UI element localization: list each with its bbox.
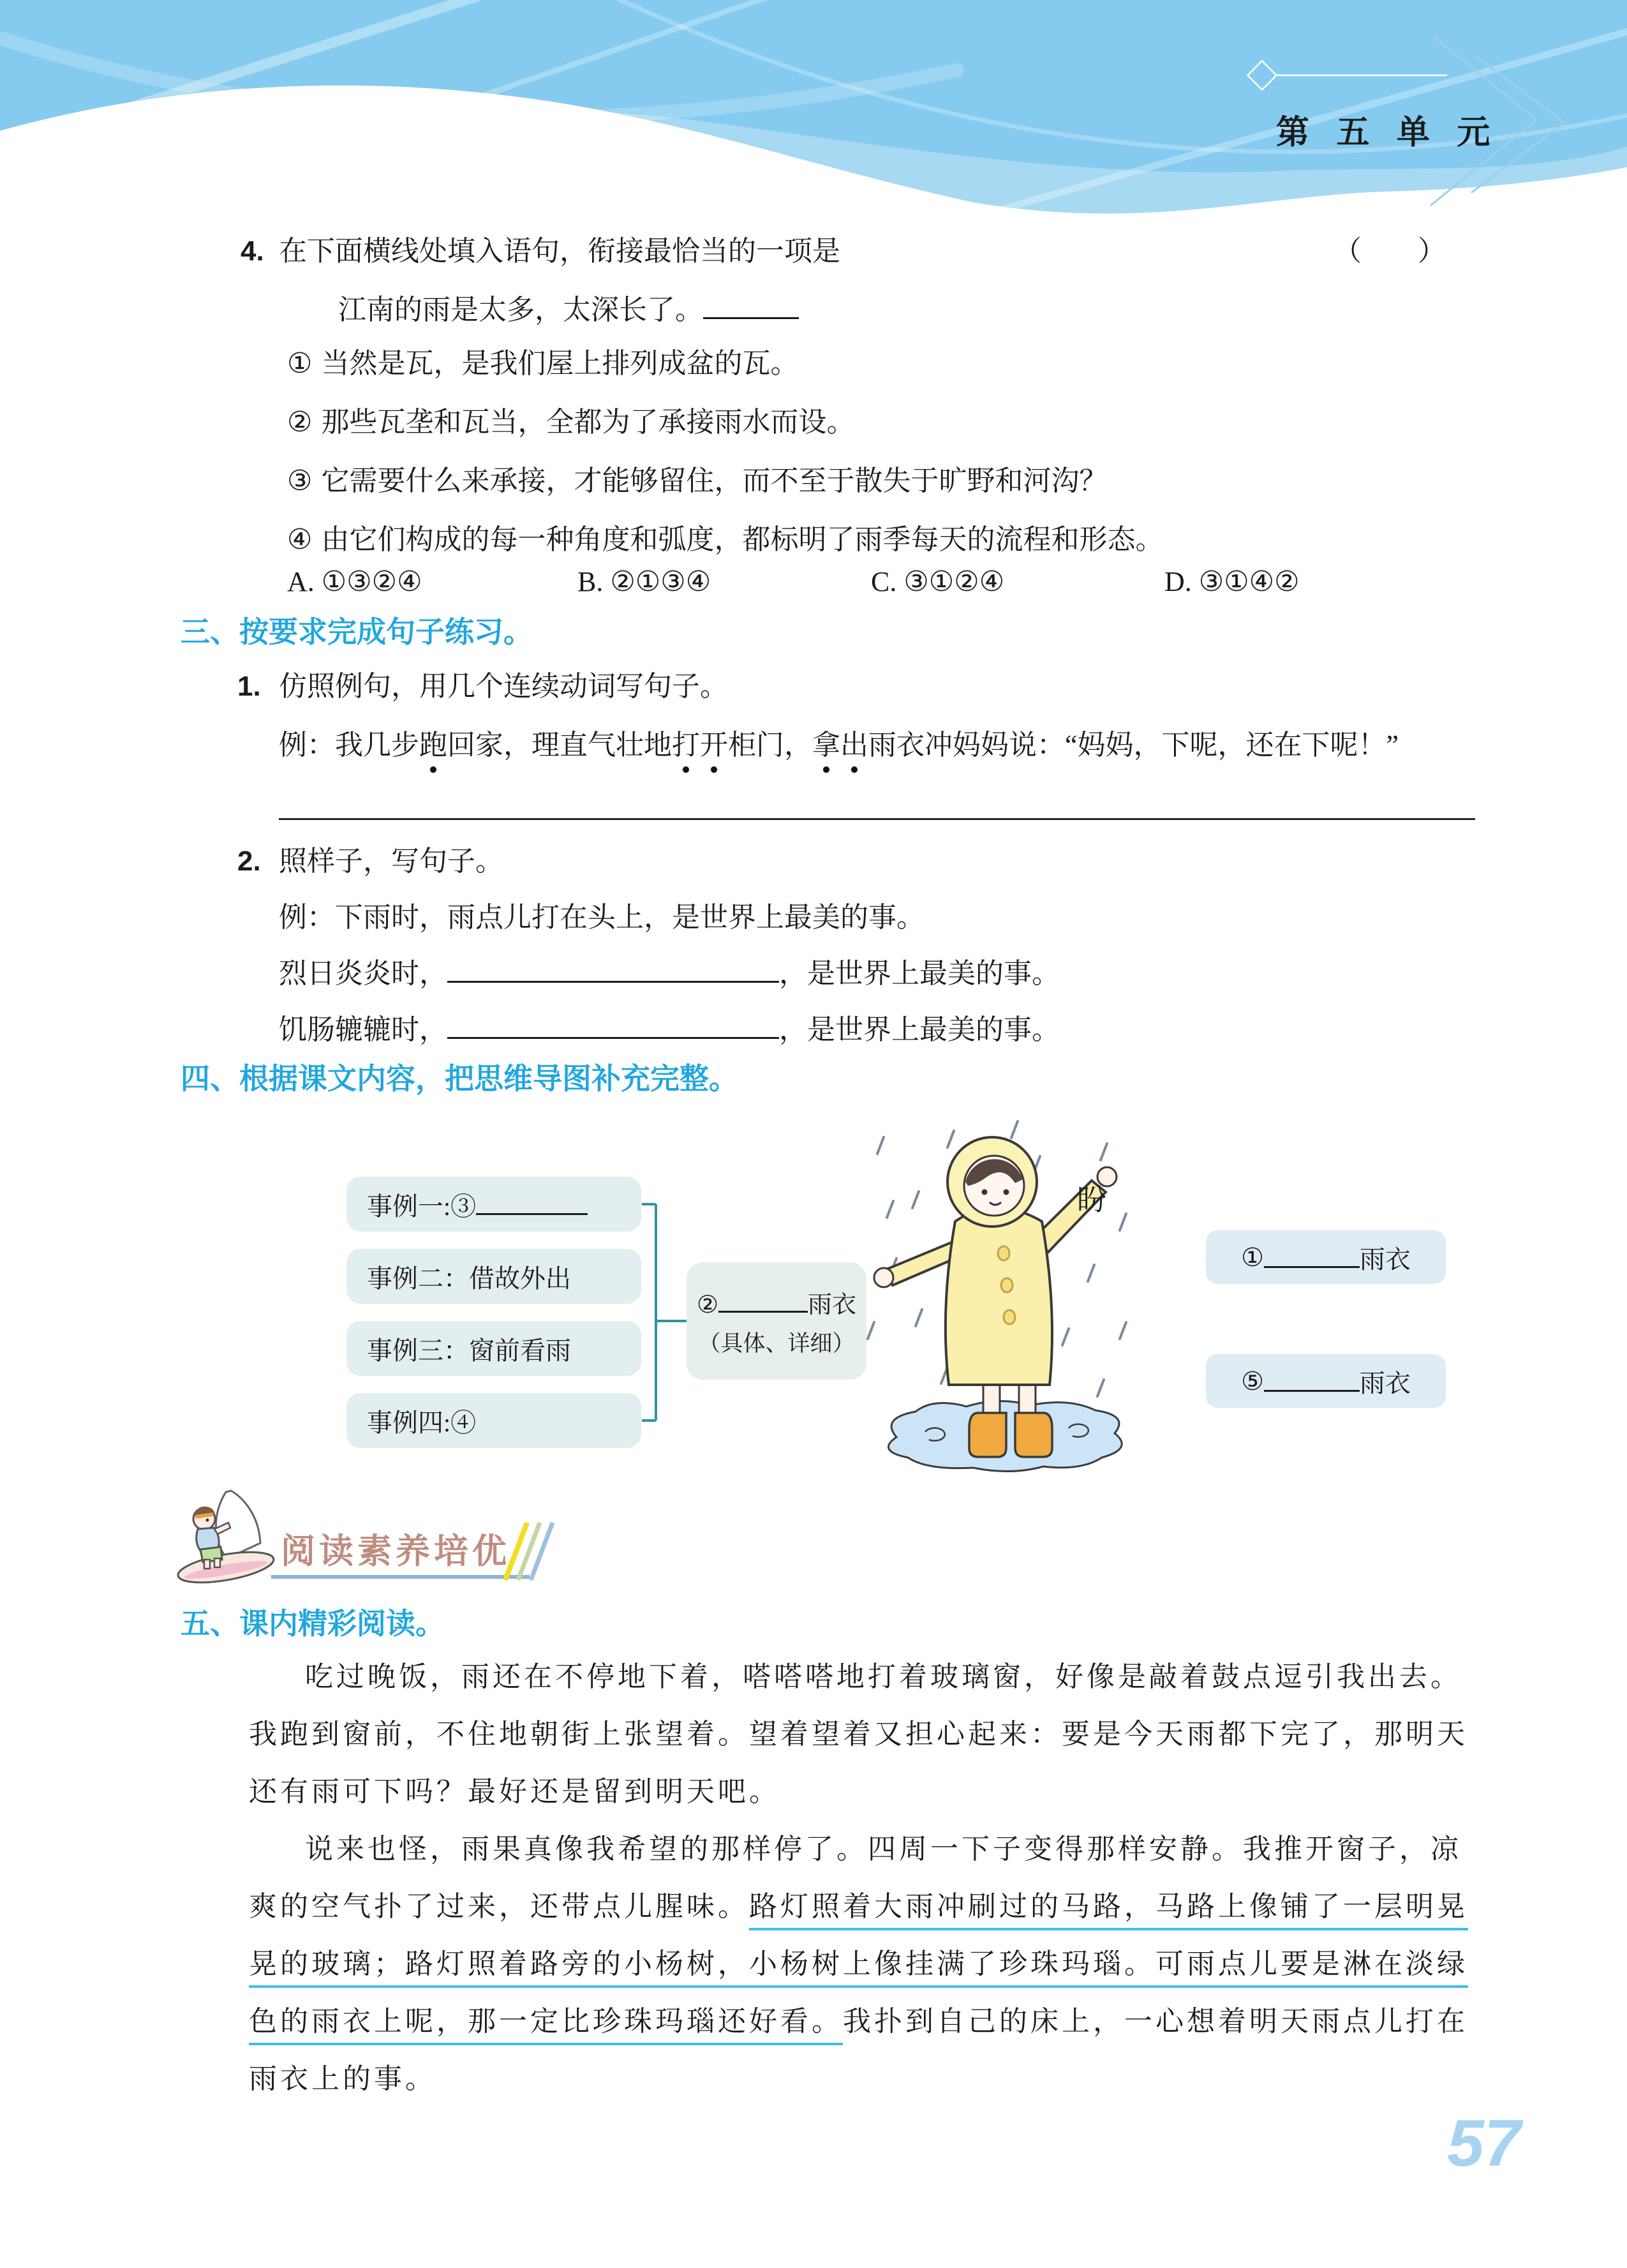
option-c-sequence: ③①②④ (903, 566, 1005, 597)
item1-label: ① (287, 348, 313, 379)
windsurfer-boy-illustration (167, 1487, 288, 1588)
boy-leg1 (204, 1560, 210, 1569)
coat-button-1 (998, 1246, 1009, 1260)
item3-label: ③ (287, 465, 313, 496)
boot-right (1015, 1413, 1052, 1457)
fill1-suffix: ，是世界上最美的事。 (779, 958, 1060, 989)
option-a (287, 565, 422, 598)
item4-text: 由它们构成的每一种角度和弧度，都标明了雨季每天的流程和形态。 (321, 524, 1164, 555)
child-eye-right (1004, 1190, 1009, 1195)
fill2-prefix: 饥肠辘辘时， (279, 1014, 447, 1045)
right1-blank (1264, 1247, 1360, 1268)
case1-text: 事例一:③ (367, 1191, 477, 1221)
center-box-blank (718, 1292, 808, 1313)
example-seg4: 雨衣冲妈妈说：“妈妈，下呢，还在下呢！” (868, 729, 1399, 761)
section5-heading: 五、课内精彩阅读。 (181, 1607, 445, 1640)
passage-line-5-plain: 爽的空气扑了过来，还带点儿腥味。 (249, 1891, 749, 1922)
option-d-label: D. (1164, 566, 1192, 597)
passage-line-5 (249, 1889, 1468, 1924)
passage-line-8: 雨衣上的事。 (249, 2063, 436, 2094)
center-box-suffix: 雨衣 (808, 1291, 857, 1318)
passage-line-5-underlined: 路灯照着大雨冲刷过的马路，马路上像铺了一层明晃 (749, 1891, 1468, 1930)
fill-line-2 (279, 1012, 1060, 1047)
question4-item-1 (287, 346, 798, 381)
unit-title: 第 五 单 元 (1276, 114, 1499, 151)
boy-leg2 (214, 1558, 220, 1567)
item2-text: 那些瓦垄和瓦当，全都为了承接雨水而设。 (321, 407, 855, 438)
question4-item-2 (287, 405, 854, 440)
question4-lead-text: 江南的雨是太多，太深长了。 (338, 294, 703, 325)
question4-stem: 在下面横线处填入语句，衔接最恰当的一项是 (279, 235, 840, 267)
raincoat-child-illustration (858, 1118, 1139, 1475)
mindmap-box-case4 (346, 1393, 641, 1448)
passage-line-6 (249, 1946, 1468, 1981)
option-b-label: B. (577, 566, 604, 597)
section3-item1-number: 1. (237, 671, 261, 702)
writing-answer-line (279, 791, 1475, 820)
reading-banner-underline (271, 1575, 530, 1579)
center-box-note: （具体、详细） (698, 1331, 855, 1356)
question4-item-3 (287, 463, 1107, 498)
right1-label: ① (1241, 1242, 1264, 1272)
coat-button-3 (1004, 1310, 1015, 1324)
reading-banner-slashes (503, 1521, 556, 1581)
mindmap-box-case3 (346, 1321, 641, 1376)
mindmap-box-right1 (1206, 1230, 1446, 1284)
fill2-suffix: ，是世界上最美的事。 (779, 1014, 1060, 1045)
section3-item2-example: 例：下雨时，雨点儿打在头上，是世界上最美的事。 (279, 902, 925, 933)
boot-left (969, 1413, 1006, 1457)
passage-line-6-underlined: 晃的玻璃；路灯照着路旁的小杨树，小杨树上像挂满了珍珠玛瑙。可雨点儿要是淋在淡绿 (249, 1948, 1468, 1988)
passage-line-7-underlined: 色的雨衣上呢，那一定比珍珠玛瑙还好看。 (249, 2006, 843, 2045)
option-b-sequence: ②①③④ (610, 566, 711, 597)
example-seg2: 回家，理直气壮地 (447, 729, 672, 761)
mindmap-box-right2 (1206, 1354, 1446, 1408)
example-seg3: 柜门， (728, 729, 812, 761)
question4-lead-blank (703, 298, 799, 319)
page-number: 57 (1447, 2107, 1521, 2181)
question4-answer-slot: （ ） (1334, 235, 1446, 267)
option-d-sequence: ③①④② (1198, 566, 1300, 597)
raincoat-body (946, 1209, 1052, 1385)
section3-item1-prompt: 仿照例句，用几个连续动词写句子。 (279, 671, 728, 702)
option-a-label: A. (287, 566, 315, 597)
option-d (1164, 565, 1300, 598)
case3-text: 事例三：窗前看雨 (367, 1336, 571, 1365)
right2-blank (1264, 1371, 1360, 1392)
mindmap-center-box (687, 1262, 866, 1380)
mindmap-box-case1 (346, 1177, 641, 1232)
coat-button-2 (1001, 1278, 1013, 1292)
fill1-blank (447, 962, 779, 983)
section3-heading: 三、按要求完成句子练习。 (181, 615, 533, 648)
section4-heading: 四、根据课文内容，把思维导图补充完整。 (181, 1062, 738, 1095)
item4-label: ④ (287, 524, 313, 555)
case2-text: 事例二：借故外出 (367, 1264, 571, 1293)
example-verb1-emphasized: 跑 (419, 727, 447, 774)
center-box-label: ② (696, 1291, 719, 1318)
boy-eye (206, 1519, 209, 1522)
section3-example-sentence (279, 727, 1399, 774)
mindmap-box-case2 (346, 1249, 641, 1304)
example-verb3-emphasized: 拿出 (812, 727, 868, 774)
right2-label: ⑤ (1241, 1366, 1264, 1396)
passage-line-4: 说来也怪，雨果真像我希望的那样停了。四周一下子变得那样安静。我推开窗子，凉 (305, 1833, 1462, 1865)
fill-line-1 (279, 956, 1060, 991)
case4-text: 事例四:④ (367, 1408, 477, 1437)
example-verb2-emphasized: 打开 (672, 727, 728, 774)
passage-line-2: 我跑到窗前，不住地朝街上张望着。望着望着又担心起来：要是今天雨都下完了，那明天 (249, 1719, 1468, 1750)
section3-item2-prompt: 照样子，写句子。 (279, 846, 503, 877)
reading-banner-title: 阅读素养培优 (281, 1532, 510, 1570)
center-box-line1 (697, 1285, 856, 1320)
fill2-blank (447, 1018, 779, 1039)
passage-line-7-plain: 我扑到自己的床上，一心想着明天雨点儿打在 (843, 2006, 1468, 2037)
mindmap-bracket (638, 1193, 692, 1431)
item2-label: ② (287, 407, 313, 438)
fill1-prefix: 烈日炎炎时， (279, 958, 447, 989)
question4-item-4 (287, 522, 1163, 557)
right1-suffix: 雨衣 (1359, 1244, 1411, 1274)
section3-item2-number: 2. (237, 846, 261, 877)
child-eye-left (982, 1190, 988, 1195)
item3-text: 它需要什么来承接，才能够留住，而不至于散失于旷野和河沟？ (321, 465, 1108, 496)
hand-extended (874, 1268, 893, 1287)
question4-lead (338, 292, 799, 327)
passage-line-3: 还有雨可下吗？最好还是留到明天吧。 (249, 1776, 780, 1807)
mindmap-hope-label: 盼 (1077, 1184, 1106, 1216)
option-c-label: C. (871, 566, 897, 597)
option-c (871, 565, 1004, 598)
option-a-sequence: ①③②④ (321, 566, 422, 597)
option-b (577, 565, 711, 598)
case1-blank (476, 1194, 588, 1215)
passage-line-1: 吃过晚饭，雨还在不停地下着，嗒嗒嗒地打着玻璃窗，好像是敲着鼓点逗引我出去。 (305, 1661, 1462, 1692)
question4-number: 4. (241, 235, 264, 267)
passage-line-7 (249, 2004, 1468, 2039)
page-header-banner (0, 0, 1627, 268)
example-seg1: 例：我几步 (279, 729, 419, 761)
item1-text: 当然是瓦，是我们屋上排列成盆的瓦。 (321, 348, 799, 379)
right2-suffix: 雨衣 (1359, 1368, 1411, 1398)
